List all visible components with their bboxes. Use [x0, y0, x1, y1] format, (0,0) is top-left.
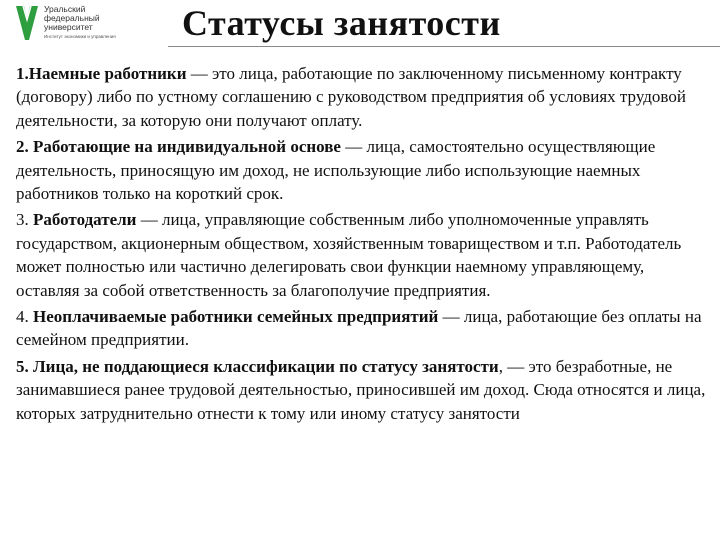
logo-university-name: [44, 5, 144, 32]
item-number: 4.: [16, 307, 33, 327]
status-list: [16, 62, 706, 428]
item-term: 2. Работающие на индивидуальной основе: [16, 137, 341, 157]
list-item: [16, 305, 706, 352]
item-number: 3.: [16, 210, 33, 230]
list-item: [16, 135, 706, 205]
item-term: Неоплачиваемые работники семейных предприятий: [33, 307, 439, 327]
slide-header: [0, 0, 720, 52]
item-definition: , — это безработные, не занимавшиеся ранее трудовой деятельностью, приносившей им доход. Сюда относятся и лица, которых затруднительно отнести к тому или иному статусу занятости: [16, 356, 706, 423]
item-definition: — лица, самостоятельно осуществляющие деятельность, приносящую им доход, не использующие либо использующие наемных работников только на короткий срок.: [16, 137, 656, 204]
logo-line-2: федеральный: [44, 13, 100, 23]
urfu-logo-icon: [14, 4, 40, 42]
item-term: 1.Наемные работники: [16, 64, 187, 83]
logo-line-3: университет: [44, 22, 93, 32]
logo-line-1: Уральский: [44, 4, 86, 14]
university-logo: [14, 4, 144, 46]
item-definition: — это лица, работающие по заключенному письменному контракту (договору) либо по устному соглашению с руководством предприятия об условиях трудовой деятельности, за которую они получают оплату.: [16, 64, 686, 130]
item-term: 5. Лица, не поддающиеся классификации по статусу занятости: [16, 356, 499, 376]
logo-institute-name: Институт экономики и управления: [44, 34, 116, 39]
list-item: [16, 355, 706, 425]
list-item: [16, 208, 706, 302]
item-term: Работодатели: [33, 210, 137, 230]
list-item: [16, 62, 706, 132]
item-definition: — лица, управляющие собственным либо уполномоченные управлять государством, акционерным обществом, хозяйственным товариществом и т.п. Работодатель может полностью или частично делегировать свои функции наемному управляющему, оставляя за собой ответственность за благополучие предприятия.: [16, 210, 682, 300]
header-divider: [168, 46, 720, 47]
item-definition: — лица, работающие без оплаты на семейном предприятии.: [16, 307, 702, 350]
page-title: Статусы занятости: [182, 3, 501, 43]
